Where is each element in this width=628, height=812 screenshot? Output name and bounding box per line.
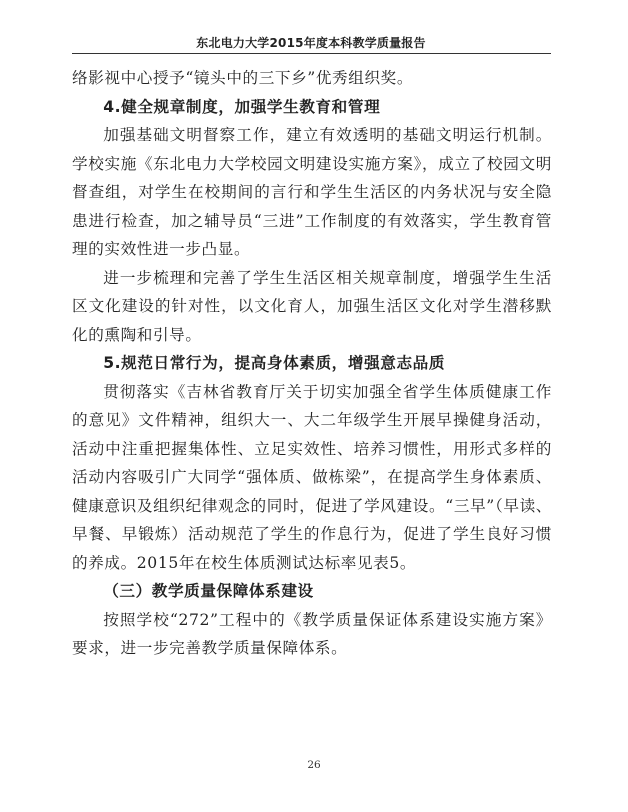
subheading-5: 5.规范日常行为，提高身体素质，增强意志品质 <box>103 354 446 372</box>
page-header: 东北电力大学2015年度本科教学质量报告 <box>196 36 426 50</box>
paragraph-quality-system: 按照学校“272”工程中的《教学质量保证体系建设实施方案》要求，进一步完善教学质量保障体系。 <box>72 610 552 657</box>
page-number: 26 <box>307 759 321 771</box>
paragraph-living-area-rules: 进一步梳理和完善了学生生活区相关规章制度，增强学生生活区文化建设的针对性，以文化育人，加强生活区文化对学生潜移默化的熏陶和引导。 <box>72 268 552 344</box>
paragraph-civilization-supervision: 加强基础文明督察工作，建立有效透明的基础文明运行机制。学校实施《东北电力大学校园文明建设实施方案》，成立了校园文明督查组，对学生在校期间的言行和学生生活区的内务状况与安全隐患进行检查，加之辅导员“三进”工作制度的有效落实，学生教育管理的实效性进一步凸显。 <box>72 126 552 258</box>
subheading-4: 4.健全规章制度，加强学生教育和管理 <box>103 97 381 116</box>
header-rule <box>72 53 551 54</box>
paragraph-physical-fitness: 贯彻落实《吉林省教育厅关于切实加强全省学生体质健康工作的意见》文件精神，组织大一、大二年级学生开展早操健身活动，活动中注重把握集体性、立足实效性、培养习惯性，用形式多样的活动内容吸引广大同学“强体质、做栋梁”，在提高学生身体素质、健康意识及组织纪律观念的同时，促进了学风建设。“三早”（早读、早餐、早锻炼）活动规范了学生的作息行为，促进了学生良好习惯的养成。2015年在校生体质测试达标率见表5。 <box>72 382 552 572</box>
paragraph-continuation: 络影视中心授予“镜头中的三下乡”优秀组织奖。 <box>72 69 414 87</box>
document-body <box>72 64 552 663</box>
section-heading-quality-assurance: （三）教学质量保障体系建设 <box>103 582 314 600</box>
